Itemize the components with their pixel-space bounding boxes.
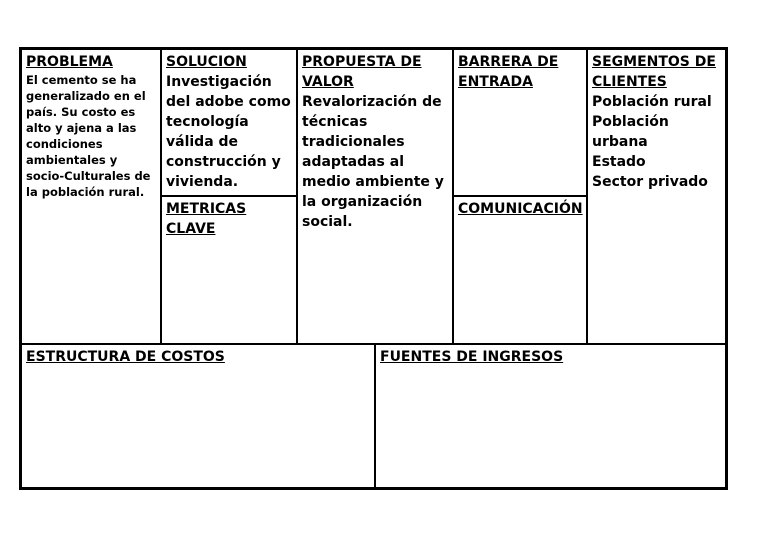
segmento-item: Sector privado [592, 174, 708, 190]
comunicacion-cell [454, 197, 586, 343]
business-model-canvas [19, 47, 728, 490]
costos-title: ESTRUCTURA DE COSTOS [26, 349, 225, 365]
segmentos-list [592, 92, 721, 192]
segmentos-title: SEGMENTOS DE CLIENTES [592, 54, 716, 90]
ingresos-title: FUENTES DE INGRESOS [380, 349, 564, 365]
solucion-text: Investigación del adobe como tecnología válida de construcción y vivienda. [166, 74, 291, 190]
ingresos-cell [376, 345, 725, 490]
metricas-cell [162, 197, 296, 343]
costos-cell [22, 345, 374, 490]
barrera-title: BARRERA DE ENTRADA [458, 54, 559, 90]
barrera-cell [454, 50, 586, 195]
segmentos-cell [588, 50, 725, 343]
solucion-title: SOLUCION [166, 54, 247, 70]
segmento-item: Estado [592, 154, 646, 170]
segmento-item: Población rural [592, 94, 712, 110]
propuesta-title: PROPUESTA DE VALOR [302, 54, 422, 90]
solucion-cell [162, 50, 298, 195]
comunicacion-title: COMUNICACIÓN [458, 201, 583, 217]
metricas-title: METRICAS CLAVE [166, 201, 247, 237]
segmento-item: Población urbana [592, 114, 669, 150]
propuesta-cell [298, 50, 452, 343]
problema-title: PROBLEMA [26, 54, 113, 70]
problema-text: El cemento se ha generalizado en el país. Su costo es alto y ajena a las condiciones ambientales y socio-Culturales de la población rural. [26, 73, 151, 199]
propuesta-text: Revalorización de técnicas tradicionales adaptadas al medio ambiente y la organización social. [302, 94, 444, 230]
problema-cell [22, 50, 162, 343]
